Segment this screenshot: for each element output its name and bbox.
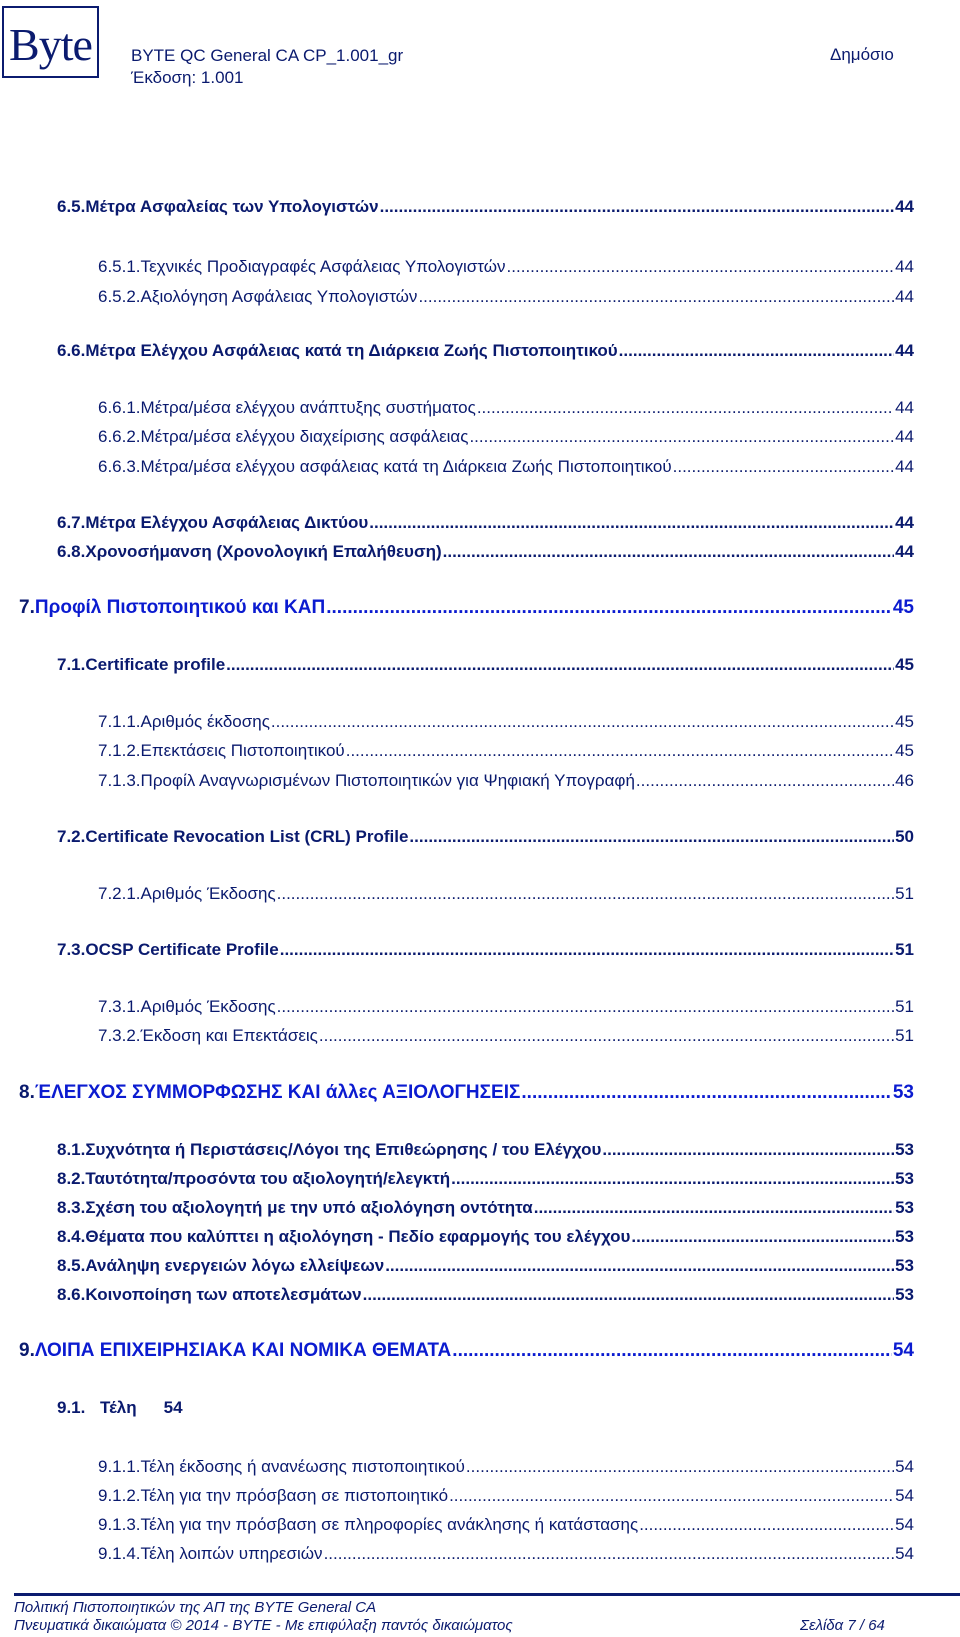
toc-entry[interactable] <box>0 1486 914 1506</box>
toc-entry-page: 44 <box>895 257 914 276</box>
toc-entry-page: 44 <box>895 398 914 417</box>
toc-dot-leader <box>326 597 892 619</box>
toc-dot-leader <box>639 1515 894 1535</box>
toc-entry-page: 44 <box>895 542 914 561</box>
toc-entry[interactable] <box>0 398 914 418</box>
toc-entry-title: Κοινοποίηση των αποτελεσμάτων <box>85 1285 362 1304</box>
toc-dot-leader <box>280 940 894 960</box>
toc-entry-number: 9. <box>19 1340 35 1361</box>
toc-entry-page: 50 <box>895 827 914 846</box>
toc-entry[interactable] <box>0 1169 914 1189</box>
toc-entry-page: 53 <box>895 1169 914 1188</box>
toc-entry-page: 53 <box>892 1082 914 1103</box>
toc-entry-number: 6.5.1. <box>98 257 141 276</box>
toc-entry-title: Τεχνικές Προδιαγραφές Ασφάλειας Υπολογιστών <box>140 257 506 276</box>
toc-entry-page: 53 <box>895 1285 914 1304</box>
toc-entry-number: 8.1. <box>57 1140 86 1159</box>
toc-entry-page: 44 <box>895 197 914 216</box>
toc-entry-number: 6.6.2. <box>98 427 141 446</box>
toc-entry-page: 51 <box>895 884 914 903</box>
toc-entry-title: Certificate Revocation List (CRL) Profile <box>85 827 409 846</box>
toc-entry[interactable] <box>0 1227 914 1247</box>
toc-entry-number: 8.5. <box>57 1256 86 1275</box>
toc-entry-title: Χρονοσήμανση (Χρονολογική Επαλήθευση) <box>85 542 442 561</box>
toc-entry[interactable] <box>0 1398 183 1418</box>
toc-entry[interactable] <box>0 1198 914 1218</box>
toc-entry-page: 44 <box>895 457 914 476</box>
toc-entry-title: ΛΟΙΠΑ ΕΠΙΧΕΙΡΗΣΙΑΚΑ ΚΑΙ ΝΟΜΙΚΑ ΘΕΜΑΤΑ <box>34 1340 452 1361</box>
document-classification: Δημόσιο <box>830 45 894 64</box>
toc-entry-page: 51 <box>895 1026 914 1045</box>
toc-entry-number: 9.1.2. <box>98 1486 141 1505</box>
toc-dot-leader <box>226 655 894 675</box>
toc-entry-title: ΈΛΕΓΧΟΣ ΣΥΜΜΟΡΦΩΣΗΣ ΚΑΙ άλλες ΑΞΙΟΛΟΓΗΣΕΙΣ <box>34 1082 521 1103</box>
toc-entry-title: Αριθμός Έκδοσης <box>140 884 276 903</box>
toc-entry[interactable] <box>0 884 914 904</box>
toc-entry-page: 44 <box>895 287 914 306</box>
toc-entry-number: 9.1.3. <box>98 1515 141 1534</box>
toc-entry-title: Τέλη για την πρόσβαση σε πιστοποιητικό <box>140 1486 449 1505</box>
toc-entry-page: 45 <box>895 655 914 674</box>
toc-entry-number: 9.1.4. <box>98 1544 141 1563</box>
toc-entry-number: 6.7. <box>57 513 86 532</box>
toc-entry-title: Έκδοση και Επεκτάσεις <box>140 1026 318 1045</box>
toc-entry[interactable] <box>0 427 914 447</box>
toc-entry-number: 8. <box>19 1082 35 1103</box>
toc-entry[interactable] <box>0 597 914 619</box>
toc-entry[interactable] <box>0 1285 914 1305</box>
toc-entry-title: Σχέση του αξιολογητή με την υπό αξιολόγηση οντότητα <box>85 1198 533 1217</box>
toc-entry[interactable] <box>0 827 914 847</box>
toc-dot-leader <box>271 712 894 732</box>
toc-entry[interactable] <box>0 457 914 477</box>
toc-entry-number: 6.8. <box>57 542 86 561</box>
footer-divider <box>14 1593 960 1596</box>
toc-dot-leader <box>369 513 894 533</box>
toc-entry-title: Μέτρα Ασφαλείας των Υπολογιστών <box>85 197 379 216</box>
toc-entry-page: 44 <box>895 427 914 446</box>
toc-entry-page: 53 <box>895 1227 914 1246</box>
toc-entry[interactable] <box>0 197 914 217</box>
toc-entry-number: 7.2. <box>57 827 86 846</box>
toc-entry[interactable] <box>0 771 914 791</box>
page-footer <box>0 1593 960 1637</box>
toc-dot-leader <box>380 197 894 217</box>
toc-entry-title: Επεκτάσεις Πιστοποιητικού <box>140 741 345 760</box>
toc-dot-leader <box>277 997 894 1017</box>
toc-entry-number: 8.6. <box>57 1285 86 1304</box>
toc-entry[interactable] <box>0 1515 914 1535</box>
toc-dot-leader <box>521 1082 891 1104</box>
toc-entry-title: Τέλη <box>100 1398 137 1417</box>
toc-entry-page: 53 <box>895 1140 914 1159</box>
toc-dot-leader <box>319 1026 894 1046</box>
toc-dot-leader <box>443 542 894 562</box>
toc-entry-page: 45 <box>895 712 914 731</box>
toc-entry-title: Συχνότητα ή Περιστάσεις/Λόγοι της Επιθεώρησης / του Ελέγχου <box>85 1140 602 1159</box>
logo-text: Byte <box>9 19 92 70</box>
toc-entry-page: 53 <box>895 1198 914 1217</box>
toc-entry-title: Αριθμός έκδοσης <box>140 712 270 731</box>
toc-entry-number: 7.3.1. <box>98 997 141 1016</box>
toc-entry-number: 8.3. <box>57 1198 86 1217</box>
toc-dot-leader <box>673 457 894 477</box>
toc-entry[interactable] <box>0 287 914 307</box>
toc-dot-leader <box>466 1457 894 1477</box>
toc-entry-title: Μέτρα Ελέγχου Ασφάλειας Δικτύου <box>85 513 369 532</box>
toc-entry-number: 6.6.1. <box>98 398 141 417</box>
toc-entry[interactable] <box>0 940 914 960</box>
toc-entry-number: 9.1. <box>57 1398 86 1417</box>
toc-entry-number: 7.1. <box>57 655 86 674</box>
toc-entry-page: 54 <box>895 1515 914 1534</box>
toc-entry-number: 8.2. <box>57 1169 86 1188</box>
toc-entry-number: 9.1.1. <box>98 1457 141 1476</box>
toc-entry-number: 7.3. <box>57 940 86 959</box>
toc-entry-title: Μέτρα Ελέγχου Ασφάλειας κατά τη Διάρκεια Ζωής Πιστοποιητικού <box>85 341 618 360</box>
toc-entry-number: 6.6. <box>57 341 86 360</box>
document-version: Έκδοση: 1.001 <box>131 68 244 87</box>
toc-entry[interactable] <box>0 1544 914 1564</box>
toc-entry-title: Τέλη λοιπών υπηρεσιών <box>140 1544 323 1563</box>
toc-entry-title: Προφίλ Αναγνωρισμένων Πιστοποιητικών για Ψηφιακή Υπογραφή <box>140 771 635 790</box>
toc-entry-page: 54 <box>895 1486 914 1505</box>
toc-dot-leader <box>602 1140 894 1160</box>
toc-dot-leader <box>631 1227 894 1247</box>
toc-entry-title: Μέτρα/μέσα ελέγχου ανάπτυξης συστήματος <box>140 398 476 417</box>
toc-entry[interactable] <box>0 1256 914 1276</box>
toc-entry-number: 8.4. <box>57 1227 86 1246</box>
toc-dot-leader <box>385 1256 894 1276</box>
toc-entry[interactable] <box>0 1457 914 1477</box>
toc-entry-title: Ταυτότητα/προσόντα του αξιολογητή/ελεγκτή <box>85 1169 451 1188</box>
toc-entry[interactable] <box>0 1026 914 1046</box>
toc-entry-page: 45 <box>895 741 914 760</box>
toc-entry-page: 54 <box>892 1340 914 1361</box>
toc-entry[interactable] <box>0 513 914 533</box>
toc-entry-title: Ανάληψη ενεργειών λόγω ελλείψεων <box>85 1256 385 1275</box>
toc-entry[interactable] <box>0 655 914 675</box>
toc-entry-page: 44 <box>895 513 914 532</box>
toc-entry-title: Τέλη για την πρόσβαση σε πληροφορίες ανάκλησης ή κατάστασης <box>140 1515 639 1534</box>
toc-entry-title: Προφίλ Πιστοποιητικού και ΚΑΠ <box>34 597 326 618</box>
toc-entry-page: 51 <box>895 997 914 1016</box>
toc-entry-page: 51 <box>895 940 914 959</box>
toc-entry-number: 7.2.1. <box>98 884 141 903</box>
toc-entry[interactable] <box>0 741 914 761</box>
toc-dot-leader <box>277 884 894 904</box>
toc-entry-page: 44 <box>895 341 914 360</box>
toc-dot-leader <box>619 341 894 361</box>
toc-dot-leader <box>409 827 894 847</box>
toc-entry-number: 7.1.2. <box>98 741 141 760</box>
toc-dot-leader <box>346 741 894 761</box>
document-code: BYTE QC General CA CP_1.001_gr <box>131 46 404 65</box>
toc-entry-number: 6.6.3. <box>98 457 141 476</box>
toc-dot-leader <box>451 1169 894 1189</box>
toc-entry[interactable] <box>0 341 914 361</box>
toc-dot-leader <box>469 427 894 447</box>
toc-entry-number: 7.1.3. <box>98 771 141 790</box>
toc-dot-leader <box>636 771 894 791</box>
toc-entry-title: Θέματα που καλύπτει η αξιολόγηση - Πεδίο εφαρμογής του ελέγχου <box>85 1227 631 1246</box>
toc-entry-page: 45 <box>892 597 914 618</box>
footer-copyright: Πνευματικά δικαιώματα © 2014 - BYTE - Με επιφύλαξη παντός δικαιώματος <box>14 1617 513 1634</box>
toc-dot-leader <box>452 1340 892 1362</box>
toc-entry-title: Certificate profile <box>85 655 226 674</box>
toc-dot-leader <box>534 1198 894 1218</box>
toc-entry-page: 54 <box>895 1544 914 1563</box>
toc-entry-title: Μέτρα/μέσα ελέγχου διαχείρισης ασφάλειας <box>140 427 469 446</box>
toc-entry[interactable] <box>0 1140 914 1160</box>
toc-dot-leader <box>507 257 895 277</box>
toc-dot-leader <box>477 398 894 418</box>
toc-entry[interactable] <box>0 1082 914 1104</box>
toc-entry-page: 53 <box>895 1256 914 1275</box>
toc-entry-page: 54 <box>163 1398 183 1417</box>
toc-entry-number: 7.3.2. <box>98 1026 141 1045</box>
toc-entry-page: 54 <box>895 1457 914 1476</box>
toc-entry-title: OCSP Certificate Profile <box>85 940 279 959</box>
toc-entry-title: Μέτρα/μέσα ελέγχου ασφάλειας κατά τη Διάρκεια Ζωής Πιστοποιητικού <box>140 457 672 476</box>
toc-dot-leader <box>363 1285 894 1305</box>
toc-entry[interactable] <box>0 997 914 1017</box>
toc-entry[interactable] <box>0 712 914 732</box>
toc-entry-number: 7.1.1. <box>98 712 141 731</box>
toc-dot-leader <box>449 1486 894 1506</box>
toc-entry-title: Αριθμός Έκδοσης <box>140 997 276 1016</box>
toc-dot-leader <box>418 287 894 307</box>
toc-entry[interactable] <box>0 1340 914 1362</box>
toc-entry-page: 46 <box>895 771 914 790</box>
toc-entry-number: 7. <box>19 597 35 618</box>
toc-entry-number: 6.5. <box>57 197 86 216</box>
toc-entry[interactable] <box>0 257 914 277</box>
toc-entry[interactable] <box>0 542 914 562</box>
toc-dot-leader <box>324 1544 895 1564</box>
toc-entry-title: Τέλη έκδοσης ή ανανέωσης πιστοποιητικού <box>140 1457 465 1476</box>
page-number: Σελίδα 7 / 64 <box>800 1617 885 1634</box>
footer-policy-title: Πολιτική Πιστοποιητικών της ΑΠ της BYTE General CA <box>14 1599 377 1616</box>
toc-entry-number: 6.5.2. <box>98 287 141 306</box>
toc-entry-title: Αξιολόγηση Ασφάλειας Υπολογιστών <box>140 287 418 306</box>
